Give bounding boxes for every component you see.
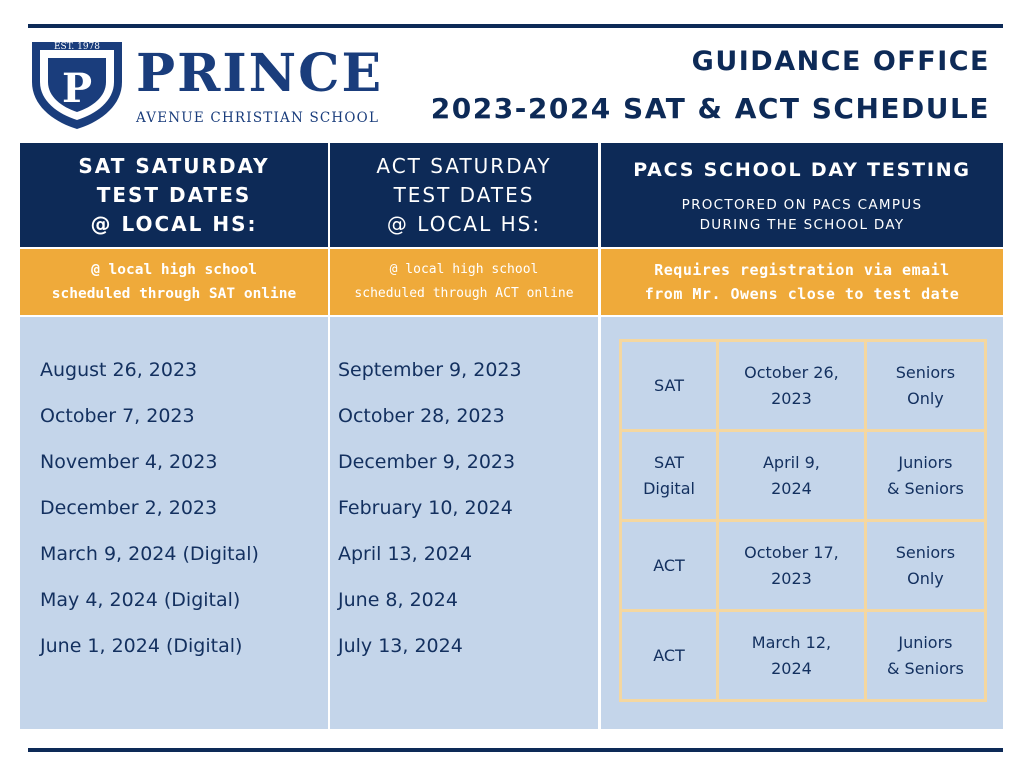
act-date: April 13, 2024	[338, 543, 473, 565]
sat-date: October 7, 2023	[40, 405, 195, 427]
sat-date: March 9, 2024 (Digital)	[40, 543, 259, 565]
sat-heading: SAT SATURDAY TEST DATES @ LOCAL HS:	[78, 153, 270, 236]
pacs-panel	[601, 317, 1003, 729]
date-cell: October 17, 2023	[718, 521, 866, 611]
table-row	[621, 341, 986, 431]
pacs-header	[601, 143, 1003, 247]
pacs-column	[601, 143, 1003, 729]
bottom-rule	[28, 748, 1003, 752]
school-day-testing-table	[619, 339, 987, 702]
act-date: February 10, 2024	[338, 497, 513, 519]
test-cell: ACT	[621, 611, 718, 701]
pacs-subheading: PROCTORED ON PACS CAMPUS DURING THE SCHOOL DAY	[681, 196, 923, 233]
act-header	[330, 143, 598, 247]
logo-est: EST. 1978	[53, 42, 101, 52]
act-date: June 8, 2024	[338, 589, 458, 611]
sat-date: August 26, 2023	[40, 359, 198, 381]
sat-date-list	[20, 317, 328, 669]
act-date: December 9, 2023	[338, 451, 516, 473]
eligibility-cell: Seniors Only	[865, 521, 985, 611]
eligibility-cell: Seniors Only	[865, 341, 985, 431]
date-cell: October 26, 2023	[718, 341, 866, 431]
act-date: October 28, 2023	[338, 405, 505, 427]
date-cell: April 9, 2024	[718, 431, 866, 521]
pacs-heading: PACS SCHOOL DAY TESTING	[633, 158, 971, 181]
sat-date: November 4, 2023	[40, 451, 218, 473]
office-title: GUIDANCE OFFICE	[691, 46, 990, 77]
act-date: July 13, 2024	[338, 635, 463, 657]
schedule-title: 2023-2024 SAT & ACT SCHEDULE	[430, 92, 990, 125]
table-row	[621, 611, 986, 701]
sat-date: June 1, 2024 (Digital)	[40, 635, 243, 657]
sat-date: December 2, 2023	[40, 497, 218, 519]
shield-icon	[28, 38, 126, 132]
sat-header	[20, 143, 328, 247]
sat-date: May 4, 2024 (Digital)	[40, 589, 241, 611]
act-dates-panel	[330, 317, 598, 729]
sat-column	[20, 143, 328, 729]
table-row	[621, 431, 986, 521]
sat-dates-panel	[20, 317, 328, 729]
act-band: @ local high school scheduled through ACT online	[330, 249, 598, 315]
act-date: September 9, 2023	[338, 359, 522, 381]
act-heading: ACT SATURDAY TEST DATES @ LOCAL HS:	[376, 153, 552, 236]
test-cell: SAT Digital	[621, 431, 718, 521]
act-date-list	[330, 317, 598, 669]
test-cell: SAT	[621, 341, 718, 431]
test-cell: ACT	[621, 521, 718, 611]
eligibility-cell: Juniors & Seniors	[865, 611, 985, 701]
eligibility-cell: Juniors & Seniors	[865, 431, 985, 521]
top-rule	[28, 24, 1003, 28]
school-logo	[28, 38, 384, 138]
school-subtitle: AVENUE CHRISTIAN SCHOOL	[136, 110, 380, 126]
date-cell: March 12, 2024	[718, 611, 866, 701]
school-name: PRINCE	[136, 43, 384, 104]
act-column	[330, 143, 598, 729]
logo-letter: P	[61, 65, 93, 112]
table-row	[621, 521, 986, 611]
pacs-band: Requires registration via email from Mr. Owens close to test date	[601, 249, 1003, 315]
sat-band: @ local high school scheduled through SAT online	[20, 249, 328, 315]
